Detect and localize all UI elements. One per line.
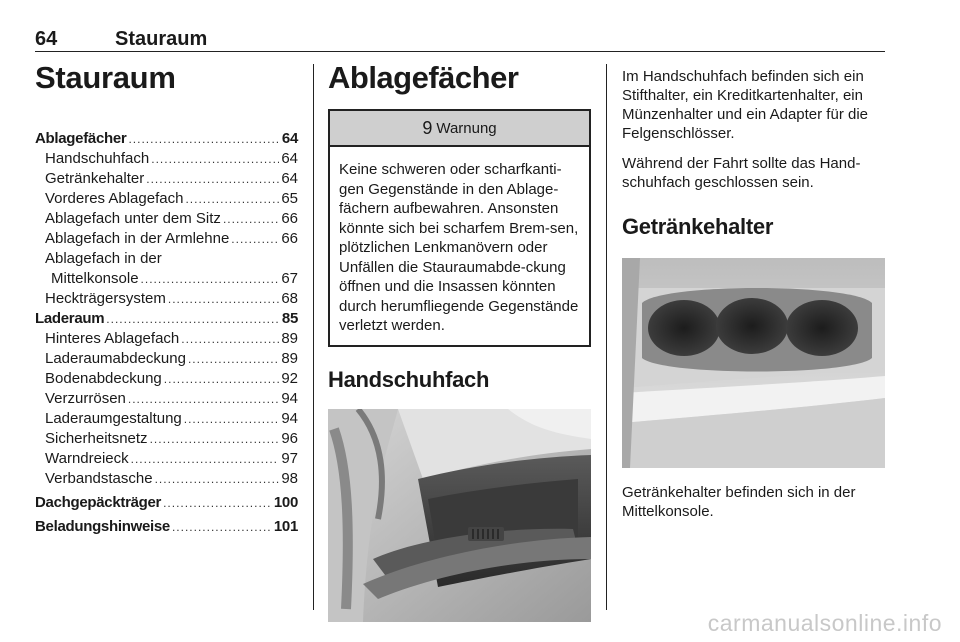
toc-entry[interactable] xyxy=(35,309,298,329)
toc-entry-page: 67 xyxy=(281,270,298,287)
toc-entry-page: 64 xyxy=(281,130,298,147)
toc-entry[interactable] xyxy=(35,389,298,409)
toc-entry[interactable] xyxy=(35,149,298,169)
toc-leader-dots xyxy=(151,149,279,169)
toc-leader-dots xyxy=(155,469,280,489)
toc-entry[interactable] xyxy=(35,449,298,469)
toc-entry-page: 96 xyxy=(281,430,298,447)
toc-leader-dots xyxy=(164,369,280,389)
toc-leader-dots xyxy=(188,349,279,369)
toc-entry-page: 101 xyxy=(273,518,298,535)
toc-entry-label: Getränkehalter xyxy=(45,170,145,187)
toc-entry-page: 97 xyxy=(281,450,298,467)
toc-entry-label: Laderaumabdeckung xyxy=(45,350,186,367)
toc-entry-page: 85 xyxy=(281,310,298,327)
toc-entry[interactable] xyxy=(35,229,298,249)
table-of-contents xyxy=(35,129,298,537)
toc-entry-label: Vorderes Ablagefach xyxy=(45,190,184,207)
toc-entry-label: Beladungshinweise xyxy=(35,518,170,535)
toc-entry-label: Ablagefach unter dem Sitz xyxy=(45,210,221,227)
toc-entry-page: 64 xyxy=(281,150,298,167)
toc-entry-page: 64 xyxy=(281,170,298,187)
toc-leader-dots xyxy=(146,169,279,189)
cupholder-heading: Getränkehalter xyxy=(622,214,774,239)
toc-entry[interactable] xyxy=(35,289,298,309)
warning-heading: Warnung xyxy=(436,119,497,137)
toc-leader-dots xyxy=(172,517,272,537)
warning-text: Keine schweren oder scharfkanti-gen Gegenstände in den Ablage-fächern aufbewahren. Ansonsten könnte sich bei scharfem Brem-sen, plötzlichen Lenkmanövern oder Unfällen die Stauraumabde-ckung öffnen und die Insassen könnten durch herumfliegende Gegenstände verletzt werden. xyxy=(339,161,579,334)
chapter-title: Stauraum xyxy=(35,60,176,95)
storage-column xyxy=(328,60,591,622)
toc-entry[interactable] xyxy=(35,429,298,449)
toc-entry-page: 65 xyxy=(281,190,298,207)
header-title: Stauraum xyxy=(115,28,208,50)
toc-leader-dots xyxy=(106,309,280,329)
glovebox-heading: Handschuhfach xyxy=(328,366,490,392)
column-divider-2 xyxy=(606,64,607,610)
toc-entry-page: 98 xyxy=(281,470,298,487)
toc-entry-label: Laderaumgestaltung xyxy=(45,410,182,427)
toc-entry[interactable] xyxy=(35,169,298,189)
toc-column xyxy=(35,60,298,537)
toc-leader-dots xyxy=(163,493,272,513)
page-number: 64 xyxy=(35,28,58,50)
toc-entry-page: 89 xyxy=(281,350,298,367)
info-column xyxy=(622,67,886,532)
toc-entry-page: 94 xyxy=(281,390,298,407)
toc-entry-label: Mittelkonsole xyxy=(51,270,139,287)
toc-entry[interactable] xyxy=(35,329,298,349)
warning-header xyxy=(330,111,589,147)
toc-leader-dots xyxy=(131,449,280,469)
toc-entry-page: 66 xyxy=(281,210,298,227)
toc-entry[interactable] xyxy=(35,349,298,369)
warning-box xyxy=(328,109,591,347)
toc-entry-page: 89 xyxy=(281,330,298,347)
toc-entry-page: 94 xyxy=(281,410,298,427)
toc-entry-label: Hinteres Ablagefach xyxy=(45,330,180,347)
toc-leader-dots xyxy=(150,429,280,449)
cupholder-photo xyxy=(622,258,885,468)
section-title: Ablagefächer xyxy=(328,60,519,95)
toc-leader-dots xyxy=(231,229,279,249)
toc-entry-label: Dachgepäckträger xyxy=(35,494,162,511)
toc-entry-label: Bodenabdeckung xyxy=(45,370,162,387)
toc-entry-label: Warndreieck xyxy=(45,450,129,467)
toc-leader-dots xyxy=(128,129,279,149)
toc-leader-dots xyxy=(184,409,280,429)
toc-leader-dots xyxy=(168,289,279,309)
toc-entry[interactable] xyxy=(35,409,298,429)
toc-entry[interactable] xyxy=(35,189,298,209)
toc-entry-label: Verzurrösen xyxy=(45,390,126,407)
toc-entry-label: Ablagefach in der xyxy=(45,250,162,267)
toc-entry[interactable] xyxy=(35,269,298,289)
toc-entry-page: 100 xyxy=(273,494,298,511)
toc-leader-dots xyxy=(128,389,279,409)
column-divider-1 xyxy=(313,64,314,610)
toc-entry[interactable] xyxy=(35,517,298,537)
toc-entry-page: 68 xyxy=(281,290,298,307)
toc-entry[interactable] xyxy=(35,129,298,149)
toc-entry-label: Heckträgersystem xyxy=(45,290,166,307)
glovebox-closed-text: Während der Fahrt sollte das Hand-schuhfach geschlossen sein. xyxy=(622,155,861,191)
toc-entry-label: Ablagefächer xyxy=(35,130,127,147)
toc-entry-label: Sicherheitsnetz xyxy=(45,430,148,447)
toc-entry[interactable] xyxy=(35,369,298,389)
toc-leader-dots xyxy=(223,209,279,229)
toc-entry-label: Ablagefach in der Armlehne xyxy=(45,230,230,247)
toc-entry[interactable] xyxy=(35,493,298,513)
toc-leader-dots xyxy=(185,189,279,209)
glovebox-contents-text: Im Handschuhfach befinden sich ein Stifthalter, ein Kreditkartenhalter, ein Münzenhalter und ein Adapter für die Felgenschlösser. xyxy=(622,68,868,142)
watermark: carmanualsonline.info xyxy=(707,610,942,636)
toc-leader-dots xyxy=(141,269,280,289)
cupholder-location-text: Getränkehalter befinden sich in der Mittelkonsole. xyxy=(622,484,856,520)
toc-entry[interactable] xyxy=(35,209,298,229)
toc-entry-page: 66 xyxy=(281,230,298,247)
toc-entry-label: Verbandstasche xyxy=(45,470,153,487)
toc-entry[interactable] xyxy=(35,469,298,489)
warning-icon: 9 xyxy=(422,117,433,138)
toc-entry-page: 92 xyxy=(281,370,298,387)
toc-entry[interactable] xyxy=(35,249,298,269)
toc-leader-dots xyxy=(181,329,279,349)
toc-entry-label: Handschuhfach xyxy=(45,150,150,167)
toc-entry-label: Laderaum xyxy=(35,310,105,327)
glovebox-photo xyxy=(328,409,591,622)
page-header xyxy=(35,28,885,52)
